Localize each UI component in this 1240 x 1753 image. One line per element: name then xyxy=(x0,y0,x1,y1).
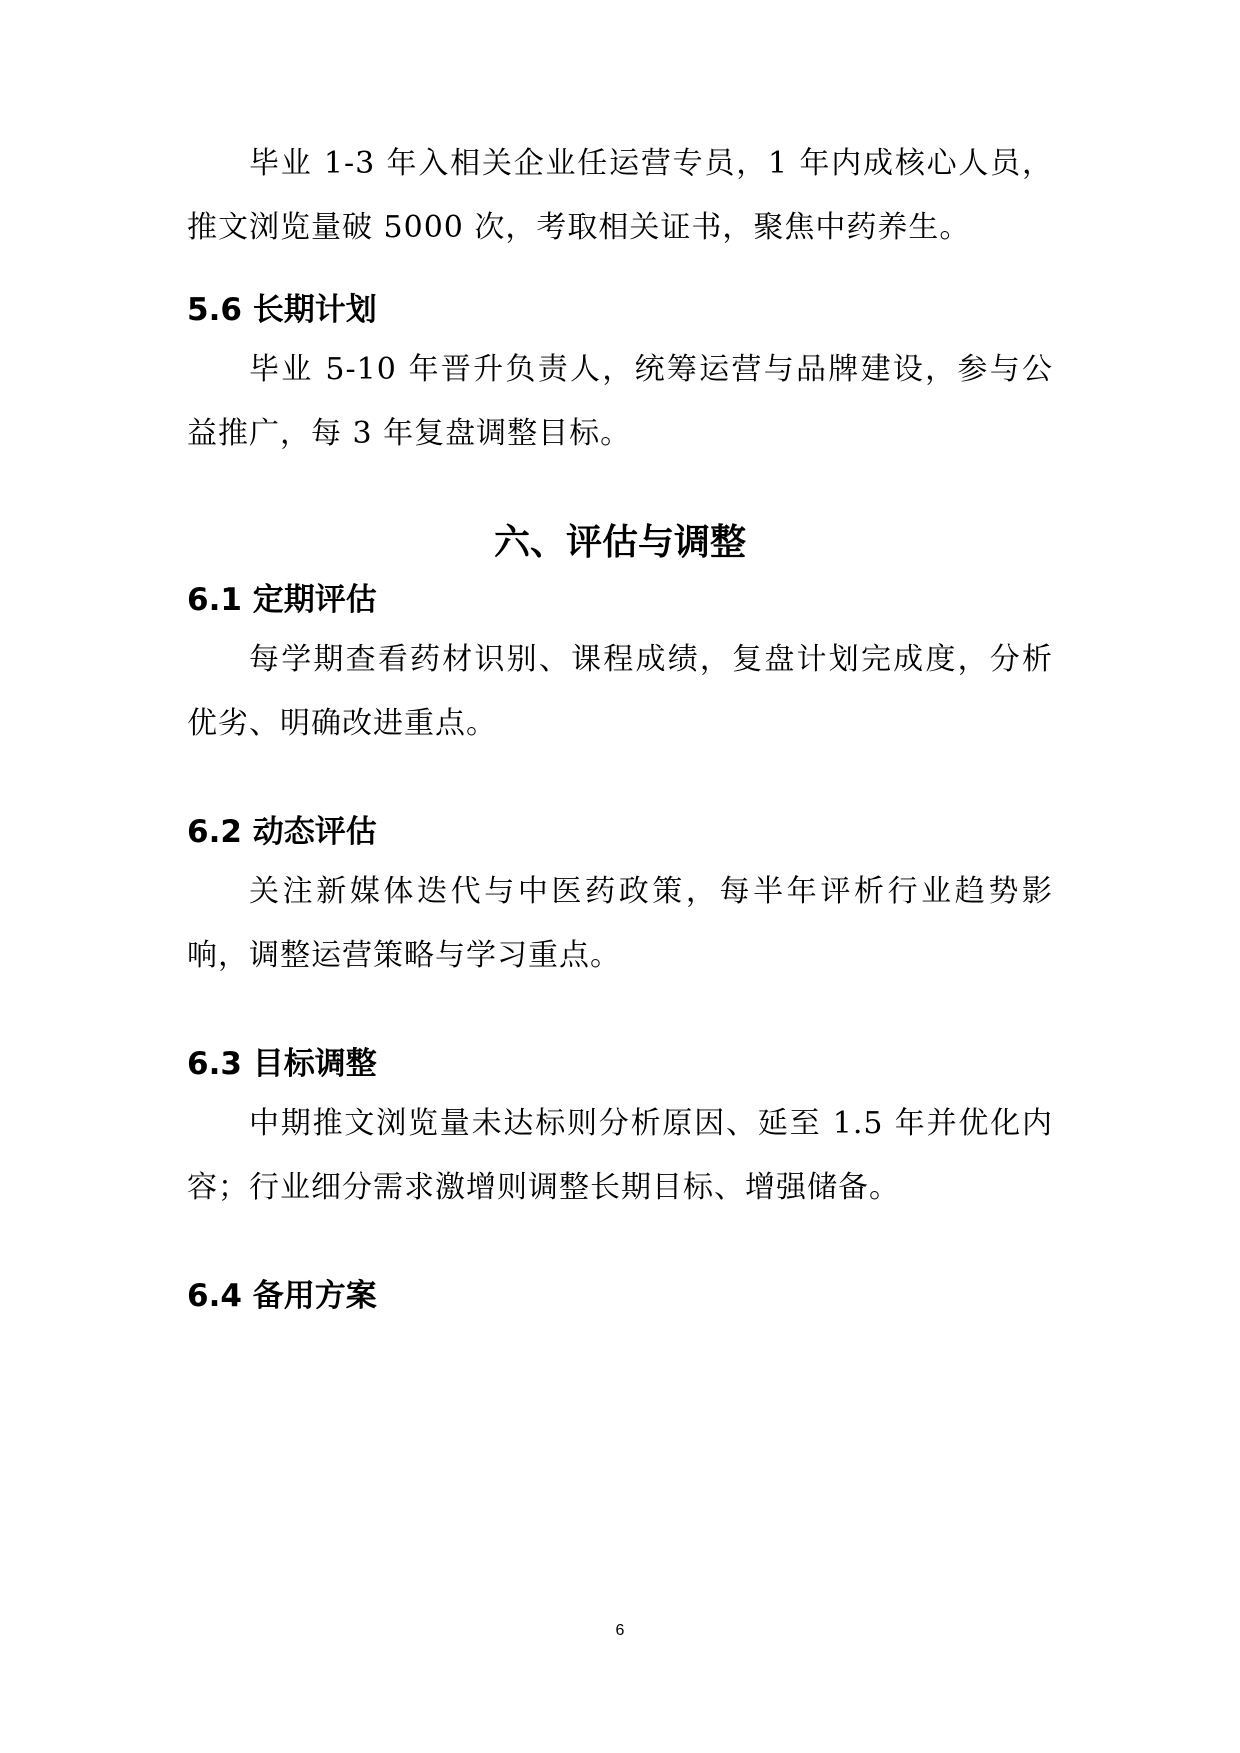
heading-5-6-long-term-plan: 5.6 长期计划 xyxy=(187,292,377,328)
heading-6-2-dynamic-evaluation: 6.2 动态评估 xyxy=(187,814,377,850)
page-number: 6 xyxy=(615,1622,625,1639)
heading-6-1-regular-evaluation: 6.1 定期评估 xyxy=(187,582,377,618)
section-title-evaluation-adjustment: 六、评估与调整 xyxy=(493,522,746,563)
paragraph-goal-adjustment: 中期推文浏览量未达标则分析原因、延至 1.5 年并优化内容；行业细分需求激增则调整长期目标、增强储备。 xyxy=(187,1106,1053,1205)
paragraph-short-term-goal: 毕业 1-3 年入相关企业任运营专员，1 年内成核心人员，推文浏览量破 5000 次，考取相关证书，聚焦中药养生。 xyxy=(187,146,1053,245)
heading-6-3-goal-adjustment: 6.3 目标调整 xyxy=(187,1046,377,1082)
heading-6-4-backup-plan: 6.4 备用方案 xyxy=(187,1278,377,1314)
paragraph-dynamic-evaluation: 关注新媒体迭代与中医药政策，每半年评析行业趋势影响，调整运营策略与学习重点。 xyxy=(187,874,1053,973)
paragraph-regular-evaluation: 每学期查看药材识别、课程成绩，复盘计划完成度，分析优劣、明确改进重点。 xyxy=(187,642,1053,741)
paragraph-long-term-plan: 毕业 5-10 年晋升负责人，统筹运营与品牌建设，参与公益推广，每 3 年复盘调整目标。 xyxy=(187,352,1053,451)
